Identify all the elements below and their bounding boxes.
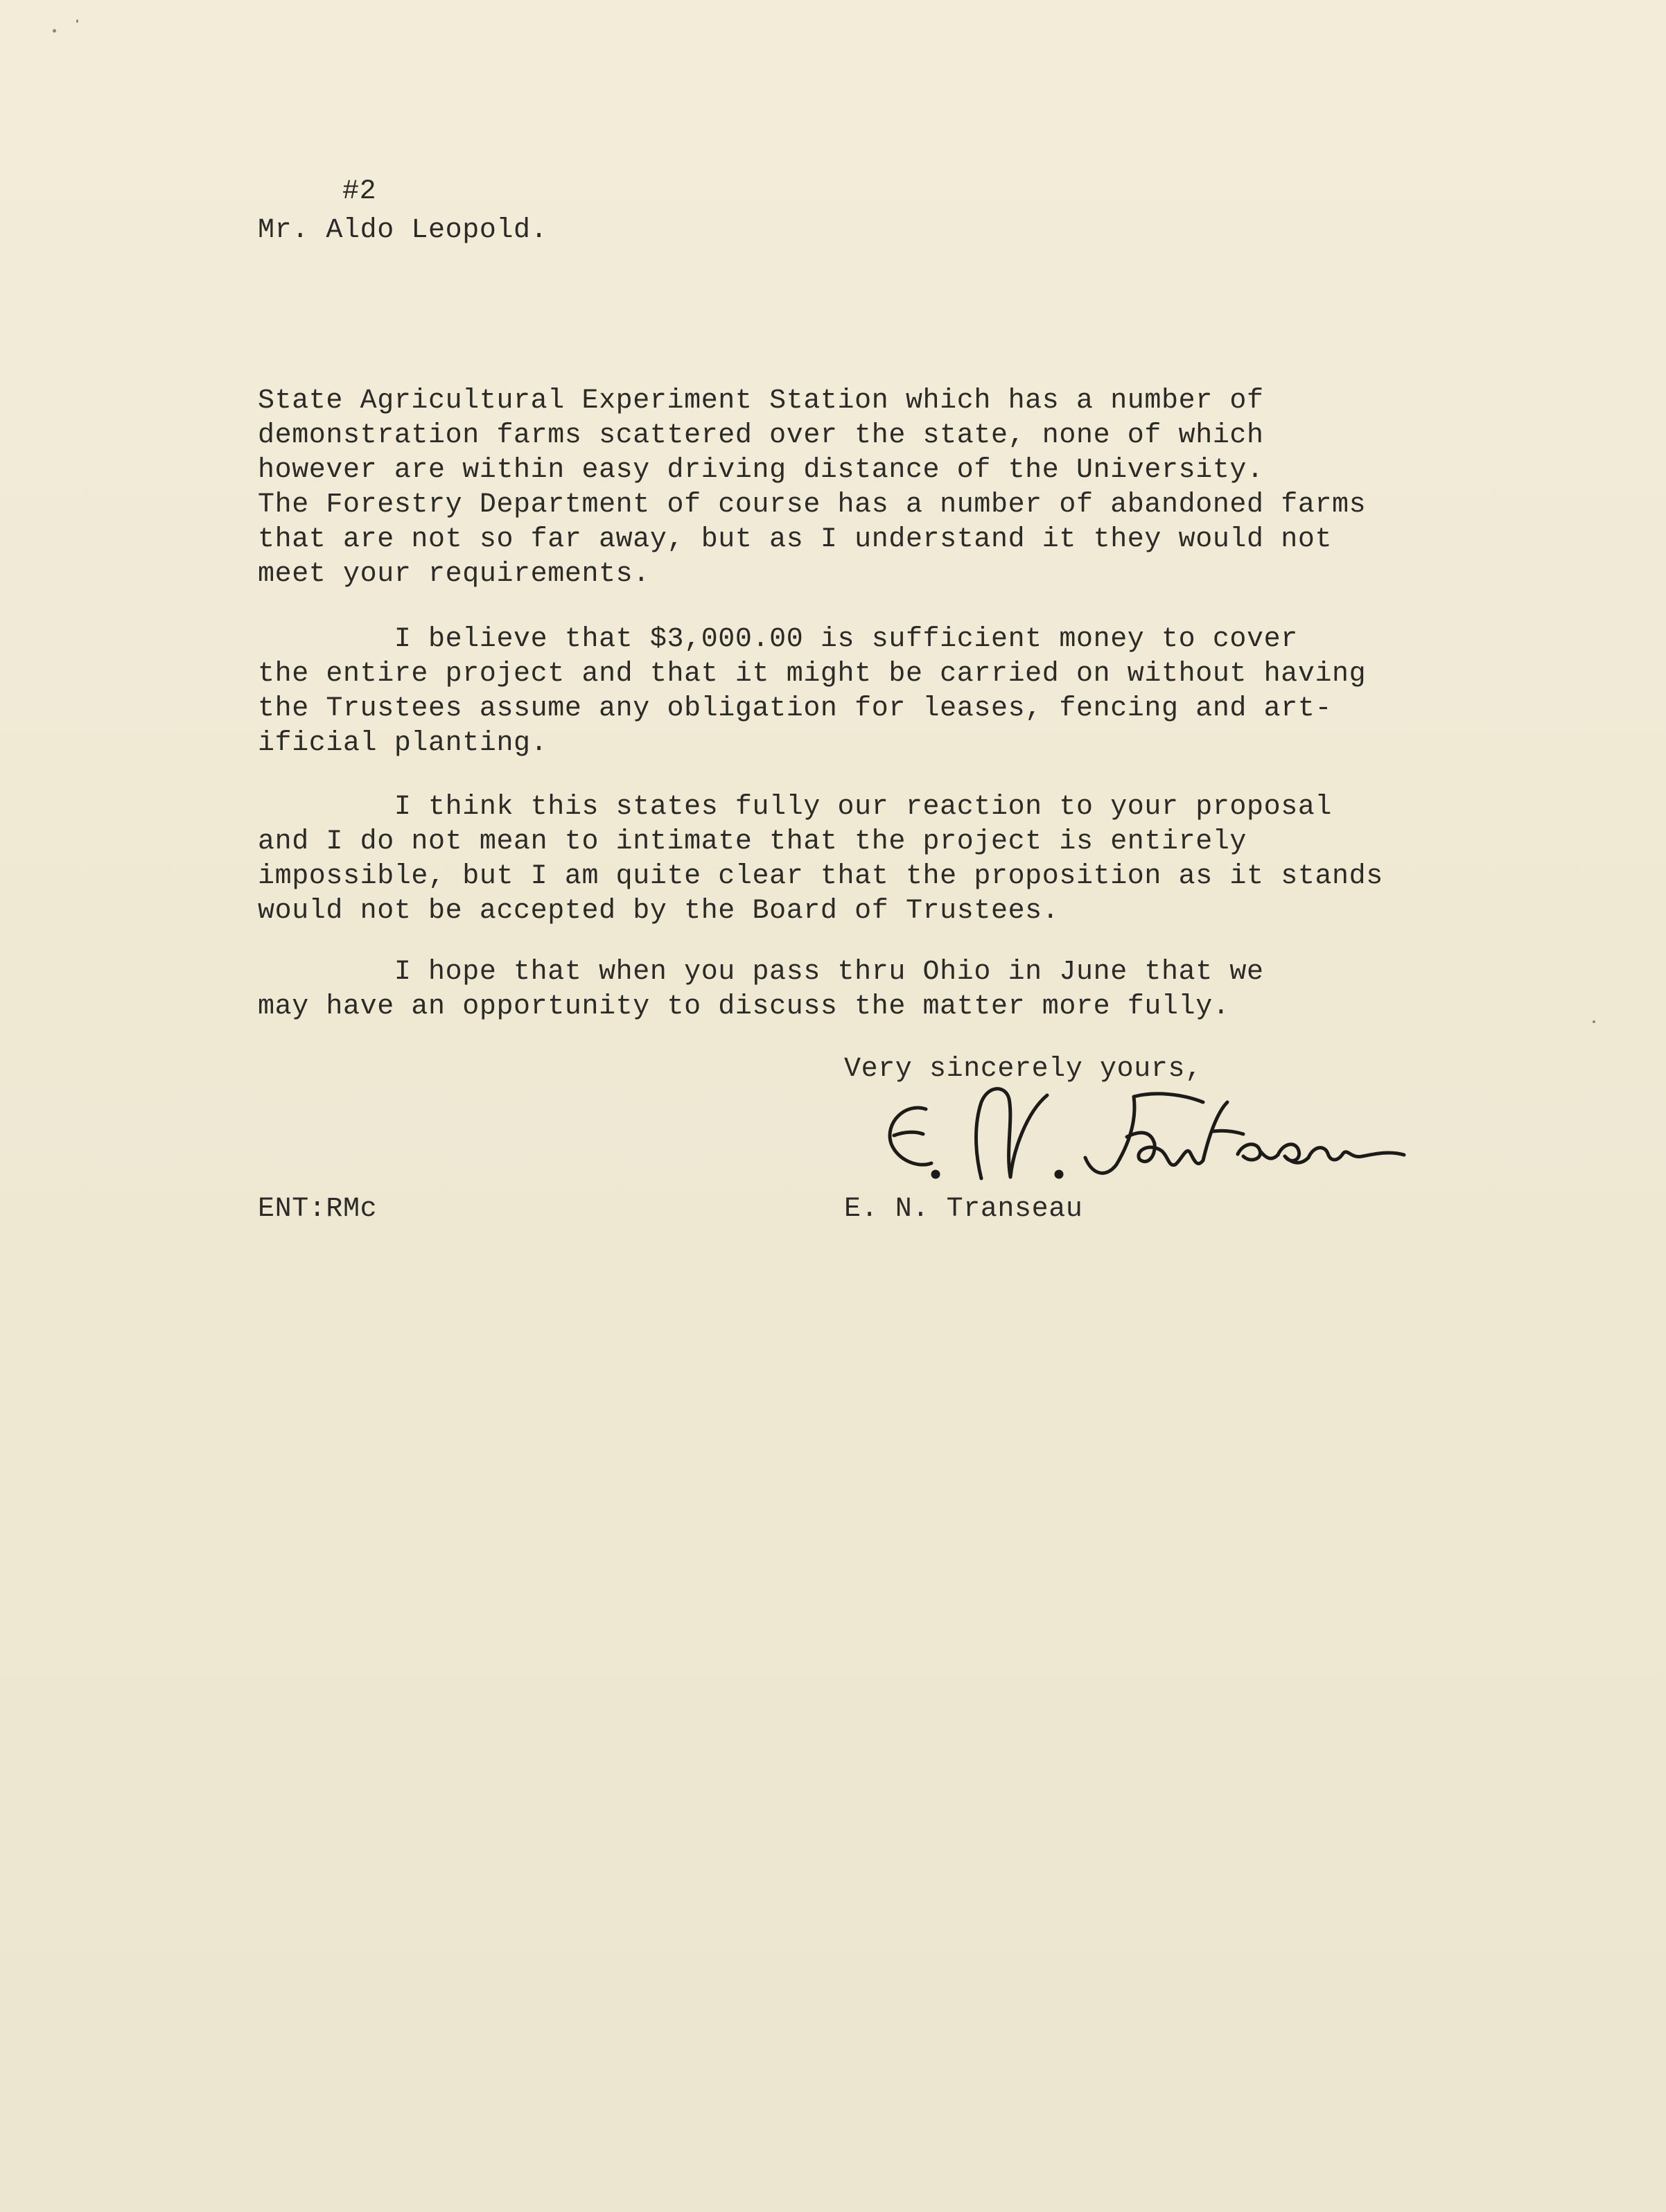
text-line: the entire project and that it might be carried on without having: [258, 659, 1367, 690]
body-paragraph-4: [258, 955, 1264, 1025]
text-line: would not be accepted by the Board of Trustees.: [258, 896, 1060, 927]
text-line: demonstration farms scattered over the state, none of which: [258, 420, 1264, 451]
text-line: I believe that $3,000.00 is sufficient money to cover: [258, 624, 1298, 655]
text-line: I hope that when you pass thru Ohio in June that we: [258, 957, 1264, 988]
paper-speck: [1593, 1020, 1595, 1023]
text-line: ificial planting.: [258, 728, 548, 759]
closing-salutation: Very sincerely yours,: [844, 1054, 1202, 1085]
text-line: The Forestry Department of course has a number of abandoned farms: [258, 489, 1367, 521]
body-paragraph-3: [258, 790, 1383, 929]
page-number: #2: [342, 176, 377, 207]
typist-initials: ENT:RMc: [258, 1194, 378, 1225]
paper-speck: [53, 29, 56, 33]
text-line: impossible, but I am quite clear that the proposition as it stands: [258, 861, 1383, 892]
text-line: meet your requirements.: [258, 559, 650, 590]
body-paragraph-2: [258, 622, 1366, 761]
text-line: however are within easy driving distance of the University.: [258, 455, 1264, 486]
typed-signer-name: E. N. Transeau: [844, 1194, 1083, 1225]
paper-speck: [76, 19, 78, 23]
body-paragraph-1: [258, 384, 1366, 592]
handwritten-signature: [877, 1081, 1432, 1192]
text-line: State Agricultural Experiment Station which has a number of: [258, 385, 1264, 417]
text-line: I think this states fully our reaction to your proposal: [258, 792, 1333, 823]
text-line: and I do not mean to intimate that the project is entirely: [258, 826, 1247, 857]
text-line: that are not so far away, but as I understand it they would not: [258, 524, 1333, 555]
text-line: may have an opportunity to discuss the matter more fully.: [258, 991, 1230, 1022]
addressee-line: Mr. Aldo Leopold.: [258, 215, 548, 246]
text-line: the Trustees assume any obligation for leases, fencing and art-: [258, 693, 1333, 724]
